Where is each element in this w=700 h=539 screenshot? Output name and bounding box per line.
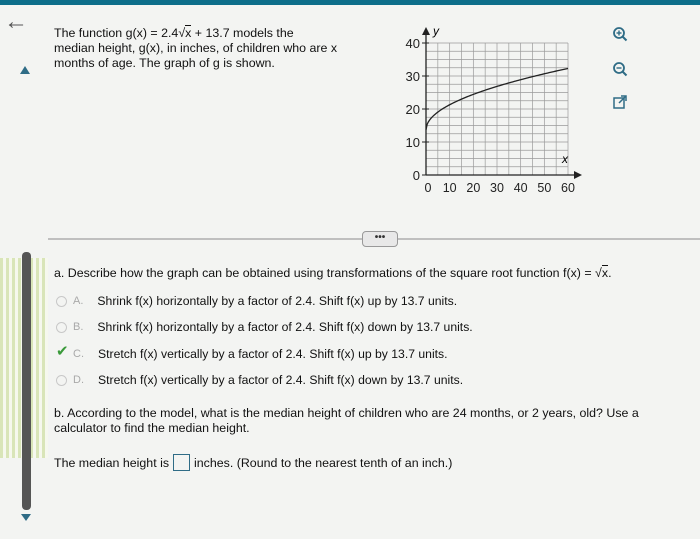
x-tick-label: 50 xyxy=(537,181,552,195)
checkmark-icon: ✔ xyxy=(56,343,69,360)
x-tick-label: 40 xyxy=(513,181,528,195)
radio-button[interactable] xyxy=(56,296,67,307)
question-text: The function g(x) = 2.4√x + 13.7 models the median height, g(x), in inches, of children who are x months of age. The graph of g is shown. xyxy=(54,26,338,70)
x-tick-label: 10 xyxy=(442,181,457,195)
y-axis-label: y xyxy=(433,24,439,38)
y-tick-label: 30 xyxy=(405,69,420,84)
grid xyxy=(426,43,568,175)
back-arrow-icon[interactable]: ← xyxy=(4,8,28,35)
sqrt-symbol: √x xyxy=(178,26,192,40)
option-d[interactable]: D. Stretch f(x) vertically by a factor of 2.4. Shift f(x) down by 13.7 units. xyxy=(56,372,463,388)
option-b[interactable]: B. Shrink f(x) horizontally by a factor of 2.4. Shift f(x) down by 13.7 units. xyxy=(56,319,473,335)
x-tick-label: 30 xyxy=(490,181,504,195)
top-accent-bar xyxy=(0,0,700,5)
x-axis-arrow xyxy=(574,171,582,179)
collapse-up-icon[interactable] xyxy=(20,66,30,74)
answer-input[interactable] xyxy=(173,454,190,471)
x-axis-label: x xyxy=(562,152,568,166)
zoom-in-icon[interactable] xyxy=(612,26,628,42)
zoom-out-icon[interactable] xyxy=(612,61,628,77)
radio-button[interactable] xyxy=(56,375,67,386)
scrollbar[interactable] xyxy=(22,252,31,510)
scroll-down-icon[interactable] xyxy=(21,514,31,521)
sqrt-symbol: √x xyxy=(595,266,609,280)
axes xyxy=(422,27,582,179)
x-tick-label: 60 xyxy=(561,181,575,195)
option-a[interactable]: A. Shrink f(x) horizontally by a factor of 2.4. Shift f(x) up by 13.7 units. xyxy=(56,293,457,309)
option-c[interactable]: C. Stretch f(x) vertically by a factor of 2.4. Shift f(x) up by 13.7 units. xyxy=(56,346,448,362)
external-link-icon[interactable] xyxy=(612,94,628,110)
answer-line: The median height is inches. (Round to the nearest tenth of an inch.) xyxy=(54,455,453,470)
function-graph xyxy=(400,18,590,198)
x-tick-label: 20 xyxy=(466,181,481,195)
part-b-prompt: b. According to the model, what is the median height of children who are 24 months, or 2 years, old? Use a calculator to find the median height. xyxy=(54,406,639,435)
y-axis-arrow xyxy=(422,27,430,35)
more-button[interactable]: ••• xyxy=(362,231,398,247)
y-tick-label: 20 xyxy=(405,102,420,117)
y-tick-label: 10 xyxy=(405,135,420,150)
y-tick-label: 40 xyxy=(405,36,420,51)
part-a-prompt: a. Describe how the graph can be obtained using transformations of the square root function f(x) = √x. xyxy=(54,266,612,280)
radio-button[interactable] xyxy=(56,322,67,333)
y-tick-label: 0 xyxy=(412,168,420,183)
x-tick-label: 0 xyxy=(424,181,432,195)
